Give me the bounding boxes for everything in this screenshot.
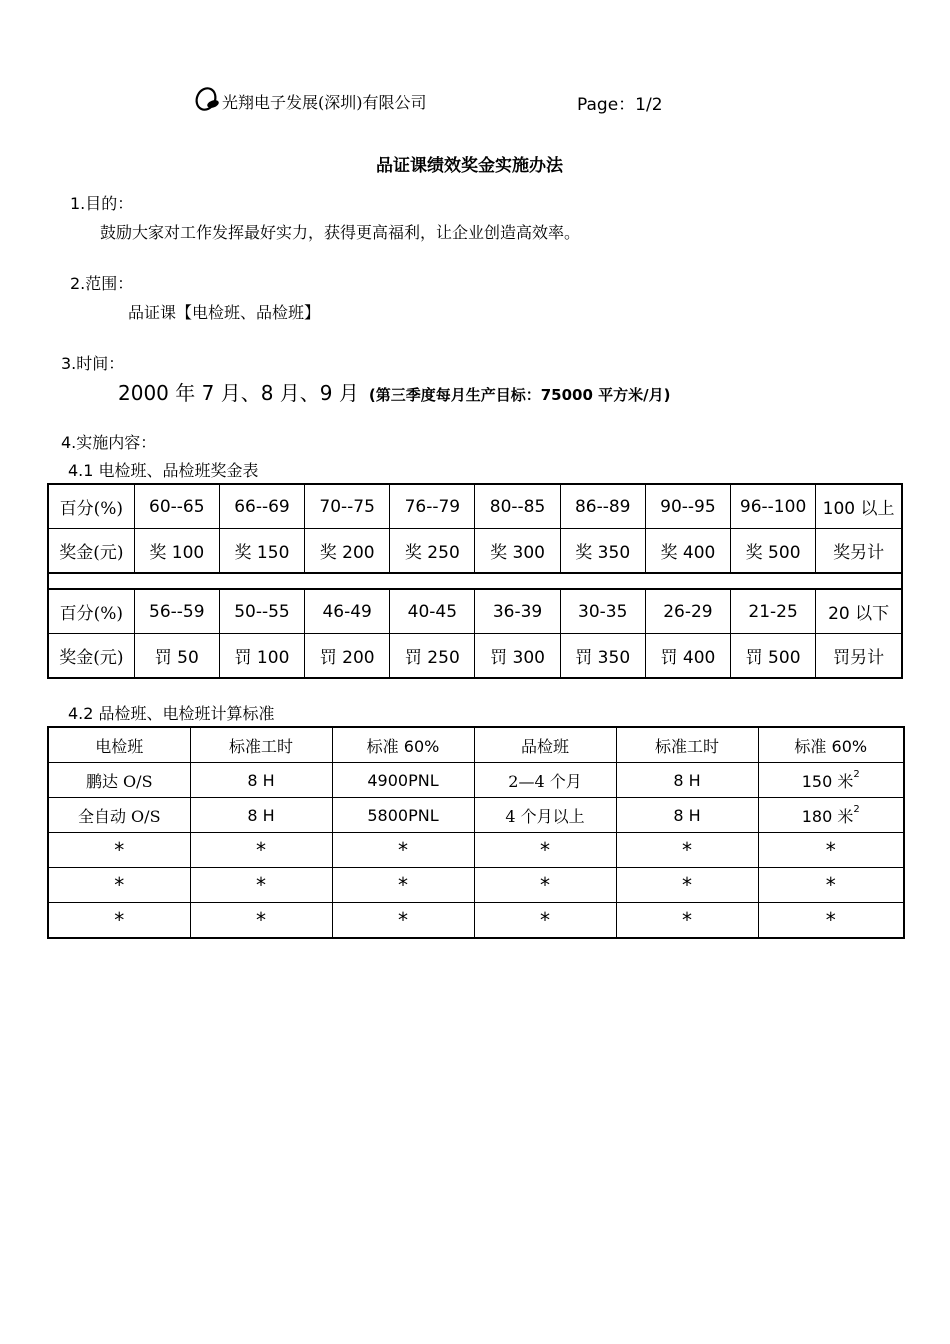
scope-text: 品证课【电检班、品检班】: [128, 303, 321, 322]
bonus-table: [47, 483, 903, 679]
table-row: [48, 868, 904, 903]
penalty-amount-row: [48, 634, 902, 679]
time-text: 2000 年 7 月、8 月、9 月: [118, 381, 359, 405]
column-header: 标准工时: [190, 727, 332, 763]
row-label: 百分(%): [48, 484, 134, 529]
table-cell: 20 以下: [816, 589, 902, 634]
table-cell: 26-29: [645, 589, 730, 634]
table-cell: 奖另计: [816, 529, 902, 574]
area-value: 150 米: [801, 771, 854, 791]
row-label: 奖金(元): [48, 529, 134, 574]
table-cell: 60--65: [134, 484, 219, 529]
table-cell: 4900PNL: [332, 763, 474, 798]
table-cell: 奖 150: [219, 529, 304, 574]
table-cell: 96--100: [731, 484, 816, 529]
table-cell: *: [474, 833, 616, 868]
time-heading: 3.时间：: [61, 354, 125, 373]
separator-row: [48, 573, 902, 589]
company-name: 光翔电子发展(深圳)有限公司: [222, 93, 427, 112]
table-cell: *: [332, 903, 474, 939]
column-header: 标准 60%: [758, 727, 904, 763]
page-number: Page：1/2: [577, 95, 663, 115]
document-title: 品证课绩效奖金实施办法: [376, 156, 563, 176]
table-cell: 罚 500: [731, 634, 816, 679]
table-cell: *: [616, 868, 758, 903]
reward-percent-row: [48, 484, 902, 529]
table-cell: 鹏达 O/S: [48, 763, 190, 798]
time-line: [118, 377, 670, 406]
table-cell-area: [758, 763, 904, 798]
area-value: 180 米: [801, 806, 854, 826]
table-cell: *: [474, 903, 616, 939]
table-cell: *: [190, 868, 332, 903]
unit-superscript: 2: [853, 768, 860, 780]
table-cell: 80--85: [475, 484, 560, 529]
row-label: 百分(%): [48, 589, 134, 634]
unit-superscript: 2: [853, 803, 860, 815]
standard-table-heading: 4.2 品检班、电检班计算标准: [68, 704, 275, 723]
table-cell: 罚 100: [219, 634, 304, 679]
table-cell: 罚 350: [560, 634, 645, 679]
column-header: 电检班: [48, 727, 190, 763]
scope-heading: 2.范围：: [70, 274, 134, 293]
table-cell: 奖 200: [305, 529, 390, 574]
bonus-table-heading: 4.1 电检班、品检班奖金表: [68, 461, 259, 480]
table-cell: 30-35: [560, 589, 645, 634]
table-row: [48, 763, 904, 798]
table-cell: 70--75: [305, 484, 390, 529]
reward-amount-row: [48, 529, 902, 574]
table-cell: 76--79: [390, 484, 475, 529]
table-cell: *: [48, 903, 190, 939]
column-header: 标准 60%: [332, 727, 474, 763]
purpose-text: 鼓励大家对工作发挥最好实力，获得更高福利，让企业创造高效率。: [100, 223, 581, 242]
table-cell: 8 H: [616, 763, 758, 798]
table-cell: *: [48, 833, 190, 868]
table-cell: 90--95: [645, 484, 730, 529]
table-row: [48, 798, 904, 833]
table-cell: *: [190, 903, 332, 939]
table-cell: 2—4 个月: [474, 763, 616, 798]
table-cell: 罚另计: [816, 634, 902, 679]
table-cell: 4 个月以上: [474, 798, 616, 833]
table-cell: 罚 400: [645, 634, 730, 679]
table-cell: *: [48, 868, 190, 903]
table-header-row: [48, 727, 904, 763]
table-cell: *: [616, 833, 758, 868]
table-cell: 奖 100: [134, 529, 219, 574]
company-logo-icon: [192, 86, 222, 112]
table-cell: 罚 300: [475, 634, 560, 679]
table-cell: *: [758, 833, 904, 868]
table-cell: 36-39: [475, 589, 560, 634]
table-cell: 86--89: [560, 484, 645, 529]
table-cell: 奖 500: [731, 529, 816, 574]
table-cell: *: [190, 833, 332, 868]
table-cell: 8 H: [190, 763, 332, 798]
table-cell: 罚 250: [390, 634, 475, 679]
purpose-heading: 1.目的：: [70, 194, 134, 213]
table-row: [48, 833, 904, 868]
table-row: [48, 903, 904, 939]
table-cell: 56--59: [134, 589, 219, 634]
table-cell-area: [758, 798, 904, 833]
table-cell: 5800PNL: [332, 798, 474, 833]
table-cell: 罚 50: [134, 634, 219, 679]
penalty-percent-row: [48, 589, 902, 634]
standard-table: [47, 726, 905, 939]
table-cell: *: [758, 903, 904, 939]
table-cell: 罚 200: [305, 634, 390, 679]
table-cell: 奖 350: [560, 529, 645, 574]
table-cell: *: [332, 868, 474, 903]
separator-cell: [48, 573, 902, 589]
table-cell: 奖 250: [390, 529, 475, 574]
table-cell: 奖 400: [645, 529, 730, 574]
table-cell: 40-45: [390, 589, 475, 634]
table-cell: 全自动 O/S: [48, 798, 190, 833]
table-cell: 100 以上: [816, 484, 902, 529]
table-cell: 66--69: [219, 484, 304, 529]
table-cell: *: [616, 903, 758, 939]
table-cell: *: [758, 868, 904, 903]
column-header: 标准工时: [616, 727, 758, 763]
table-cell: 21-25: [731, 589, 816, 634]
table-cell: 50--55: [219, 589, 304, 634]
row-label: 奖金(元): [48, 634, 134, 679]
table-cell: 8 H: [616, 798, 758, 833]
table-cell: 46-49: [305, 589, 390, 634]
implementation-heading: 4.实施内容：: [61, 433, 157, 452]
column-header: 品检班: [474, 727, 616, 763]
table-cell: 奖 300: [475, 529, 560, 574]
table-cell: 8 H: [190, 798, 332, 833]
time-note: (第三季度每月生产目标：75000 平方米/月): [368, 386, 671, 404]
table-cell: *: [474, 868, 616, 903]
table-cell: *: [332, 833, 474, 868]
